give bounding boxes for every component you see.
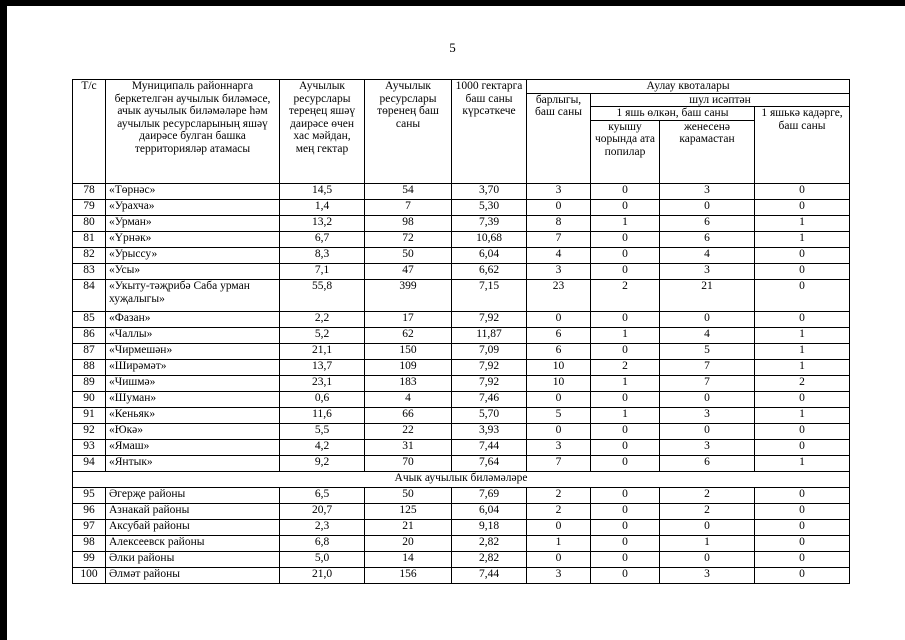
- cell-density: 5,30: [452, 199, 527, 215]
- cell-density: 7,39: [452, 215, 527, 231]
- cell-name: «Урахча»: [106, 199, 280, 215]
- header-under-one: 1 яшь өлкән, баш саны: [591, 107, 755, 121]
- cell-name: «Чишмә»: [106, 375, 280, 391]
- table-body-hunting-lands: [73, 183, 850, 471]
- header-with-calves: куышу чорында ата попилар: [591, 120, 660, 183]
- cell-regardless-sex: 3: [660, 263, 755, 279]
- cell-density: 7,46: [452, 391, 527, 407]
- cell-density: 5,70: [452, 407, 527, 423]
- cell-count: 125: [365, 503, 452, 519]
- cell-with-calves: 0: [591, 519, 660, 535]
- cell-count: 399: [365, 279, 452, 311]
- cell-area: 5,2: [280, 327, 365, 343]
- table-row: [73, 407, 850, 423]
- cell-name: Аксубай районы: [106, 519, 280, 535]
- cell-with-calves: 0: [591, 487, 660, 503]
- cell-name: «Үрнәк»: [106, 231, 280, 247]
- cell-with-calves: 0: [591, 503, 660, 519]
- cell-regardless-sex: 0: [660, 551, 755, 567]
- cell-num: 100: [73, 567, 106, 583]
- cell-count: 47: [365, 263, 452, 279]
- cell-regardless-sex: 3: [660, 439, 755, 455]
- cell-num: 89: [73, 375, 106, 391]
- cell-density: 6,04: [452, 247, 527, 263]
- cell-calves: 1: [755, 407, 850, 423]
- cell-with-calves: 1: [591, 215, 660, 231]
- table-row: [73, 343, 850, 359]
- cell-total: 7: [527, 231, 591, 247]
- cell-calves: 0: [755, 567, 850, 583]
- cell-num: 85: [73, 311, 106, 327]
- cell-area: 6,5: [280, 487, 365, 503]
- section-row-group: [73, 471, 850, 487]
- cell-count: 66: [365, 407, 452, 423]
- cell-regardless-sex: 4: [660, 247, 755, 263]
- cell-regardless-sex: 6: [660, 231, 755, 247]
- cell-total: 10: [527, 359, 591, 375]
- cell-area: 13,7: [280, 359, 365, 375]
- cell-name: «Урыссу»: [106, 247, 280, 263]
- cell-calves: 0: [755, 439, 850, 455]
- cell-density: 7,44: [452, 567, 527, 583]
- cell-with-calves: 0: [591, 231, 660, 247]
- cell-num: 81: [73, 231, 106, 247]
- table-row: [73, 263, 850, 279]
- cell-count: 7: [365, 199, 452, 215]
- table-row: [73, 247, 850, 263]
- cell-num: 92: [73, 423, 106, 439]
- header-including: шул исәптән: [591, 93, 850, 107]
- cell-num: 99: [73, 551, 106, 567]
- cell-num: 78: [73, 183, 106, 199]
- table-row: [73, 231, 850, 247]
- cell-density: 3,93: [452, 423, 527, 439]
- cell-area: 21,1: [280, 343, 365, 359]
- cell-num: 87: [73, 343, 106, 359]
- cell-total: 0: [527, 391, 591, 407]
- table-row: [73, 199, 850, 215]
- cell-calves: 0: [755, 263, 850, 279]
- cell-count: 17: [365, 311, 452, 327]
- cell-with-calves: 0: [591, 263, 660, 279]
- cell-density: 10,68: [452, 231, 527, 247]
- table-row: [73, 535, 850, 551]
- cell-num: 96: [73, 503, 106, 519]
- cell-density: 2,82: [452, 535, 527, 551]
- cell-name: «Төрнәс»: [106, 183, 280, 199]
- cell-num: 86: [73, 327, 106, 343]
- cell-total: 6: [527, 343, 591, 359]
- cell-total: 4: [527, 247, 591, 263]
- table-row: [73, 455, 850, 471]
- cell-density: 7,44: [452, 439, 527, 455]
- cell-regardless-sex: 7: [660, 375, 755, 391]
- cell-regardless-sex: 2: [660, 487, 755, 503]
- cell-total: 2: [527, 503, 591, 519]
- cell-density: 6,62: [452, 263, 527, 279]
- cell-regardless-sex: 4: [660, 327, 755, 343]
- cell-name: Әгерҗе районы: [106, 487, 280, 503]
- header-quota-group: Аулау квоталары: [527, 80, 850, 94]
- table-row: [73, 519, 850, 535]
- cell-with-calves: 0: [591, 199, 660, 215]
- cell-total: 1: [527, 535, 591, 551]
- cell-area: 4,2: [280, 439, 365, 455]
- quota-table: [72, 79, 850, 584]
- cell-area: 14,5: [280, 183, 365, 199]
- cell-count: 50: [365, 247, 452, 263]
- cell-calves: 0: [755, 311, 850, 327]
- cell-area: 20,7: [280, 503, 365, 519]
- cell-calves: 0: [755, 423, 850, 439]
- cell-regardless-sex: 21: [660, 279, 755, 311]
- cell-regardless-sex: 5: [660, 343, 755, 359]
- cell-calves: 0: [755, 391, 850, 407]
- cell-count: 54: [365, 183, 452, 199]
- cell-area: 9,2: [280, 455, 365, 471]
- cell-total: 2: [527, 487, 591, 503]
- cell-regardless-sex: 3: [660, 567, 755, 583]
- cell-regardless-sex: 7: [660, 359, 755, 375]
- cell-regardless-sex: 0: [660, 391, 755, 407]
- cell-total: 0: [527, 519, 591, 535]
- cell-density: 7,09: [452, 343, 527, 359]
- cell-with-calves: 0: [591, 183, 660, 199]
- cell-regardless-sex: 6: [660, 455, 755, 471]
- section-row: [73, 471, 850, 487]
- header-regardless-sex: женесенә карамастан: [660, 120, 755, 183]
- cell-name: Алексеевск районы: [106, 535, 280, 551]
- cell-with-calves: 0: [591, 439, 660, 455]
- table-row: [73, 279, 850, 311]
- cell-name: «Урман»: [106, 215, 280, 231]
- cell-count: 150: [365, 343, 452, 359]
- cell-density: 6,04: [452, 503, 527, 519]
- cell-total: 3: [527, 183, 591, 199]
- cell-density: 9,18: [452, 519, 527, 535]
- cell-name: Азнакай районы: [106, 503, 280, 519]
- cell-regardless-sex: 6: [660, 215, 755, 231]
- cell-count: 4: [365, 391, 452, 407]
- cell-total: 0: [527, 311, 591, 327]
- cell-with-calves: 0: [591, 423, 660, 439]
- cell-regardless-sex: 2: [660, 503, 755, 519]
- cell-area: 5,5: [280, 423, 365, 439]
- cell-name: «Ширәмәт»: [106, 359, 280, 375]
- cell-density: 3,70: [452, 183, 527, 199]
- cell-with-calves: 0: [591, 391, 660, 407]
- cell-num: 98: [73, 535, 106, 551]
- cell-with-calves: 0: [591, 535, 660, 551]
- cell-count: 72: [365, 231, 452, 247]
- cell-calves: 2: [755, 375, 850, 391]
- header-calves: 1 яшькә кадәрге, баш саны: [755, 107, 850, 184]
- cell-with-calves: 0: [591, 311, 660, 327]
- cell-calves: 0: [755, 503, 850, 519]
- cell-with-calves: 0: [591, 551, 660, 567]
- cell-calves: 0: [755, 199, 850, 215]
- cell-regardless-sex: 3: [660, 183, 755, 199]
- cell-with-calves: 1: [591, 375, 660, 391]
- cell-area: 8,3: [280, 247, 365, 263]
- cell-num: 91: [73, 407, 106, 423]
- section-title: Ачык аучылык биләмәләре: [73, 471, 850, 487]
- cell-count: 50: [365, 487, 452, 503]
- cell-total: 0: [527, 551, 591, 567]
- cell-regardless-sex: 0: [660, 311, 755, 327]
- table-row: [73, 391, 850, 407]
- table-row: [73, 439, 850, 455]
- cell-name: «Юкә»: [106, 423, 280, 439]
- header-count: Аучылык ресурслары төренең баш саны: [365, 80, 452, 184]
- table-row: [73, 423, 850, 439]
- cell-name: «Фазан»: [106, 311, 280, 327]
- cell-calves: 0: [755, 487, 850, 503]
- cell-calves: 0: [755, 551, 850, 567]
- cell-calves: 1: [755, 231, 850, 247]
- cell-calves: 1: [755, 359, 850, 375]
- cell-area: 6,7: [280, 231, 365, 247]
- cell-total: 6: [527, 327, 591, 343]
- cell-calves: 0: [755, 183, 850, 199]
- cell-num: 97: [73, 519, 106, 535]
- table-row: [73, 551, 850, 567]
- cell-area: 13,2: [280, 215, 365, 231]
- cell-total: 23: [527, 279, 591, 311]
- cell-with-calves: 0: [591, 567, 660, 583]
- cell-with-calves: 0: [591, 247, 660, 263]
- cell-name: «Укыту-тәҗрибә Саба урман хуҗалыгы»: [106, 279, 280, 311]
- cell-count: 70: [365, 455, 452, 471]
- cell-area: 55,8: [280, 279, 365, 311]
- cell-count: 98: [365, 215, 452, 231]
- header-name: Муниципаль районнарга беркетелгән аучылык биләмәсе, ачык аучылык биләмәләре һәм аучылык ресурсларының яшәү даирәсе булган башка территорияләр атамасы: [106, 80, 280, 184]
- cell-total: 3: [527, 439, 591, 455]
- cell-total: 3: [527, 263, 591, 279]
- header-density: 1000 гектарга баш саны күрсәткече: [452, 80, 527, 184]
- cell-regardless-sex: 0: [660, 519, 755, 535]
- cell-calves: 0: [755, 247, 850, 263]
- cell-total: 8: [527, 215, 591, 231]
- cell-calves: 0: [755, 519, 850, 535]
- cell-calves: 1: [755, 343, 850, 359]
- cell-area: 0,6: [280, 391, 365, 407]
- cell-with-calves: 2: [591, 279, 660, 311]
- cell-area: 1,4: [280, 199, 365, 215]
- page-number: 5: [449, 40, 456, 55]
- cell-total: 0: [527, 199, 591, 215]
- cell-count: 31: [365, 439, 452, 455]
- cell-total: 3: [527, 567, 591, 583]
- cell-name: «Ямаш»: [106, 439, 280, 455]
- table-body-open-lands: [73, 487, 850, 583]
- header-total: барлыгы, баш саны: [527, 93, 591, 183]
- cell-density: 7,92: [452, 359, 527, 375]
- cell-count: 156: [365, 567, 452, 583]
- cell-area: 6,8: [280, 535, 365, 551]
- cell-count: 20: [365, 535, 452, 551]
- cell-name: «Усы»: [106, 263, 280, 279]
- cell-with-calves: 0: [591, 343, 660, 359]
- cell-num: 88: [73, 359, 106, 375]
- cell-density: 11,87: [452, 327, 527, 343]
- cell-num: 82: [73, 247, 106, 263]
- cell-with-calves: 1: [591, 327, 660, 343]
- cell-name: «Чирмешән»: [106, 343, 280, 359]
- cell-num: 90: [73, 391, 106, 407]
- cell-density: 7,92: [452, 311, 527, 327]
- cell-calves: 0: [755, 535, 850, 551]
- cell-regardless-sex: 3: [660, 407, 755, 423]
- table-header: [73, 80, 850, 184]
- cell-num: 80: [73, 215, 106, 231]
- cell-count: 22: [365, 423, 452, 439]
- table-row: [73, 487, 850, 503]
- cell-area: 2,3: [280, 519, 365, 535]
- cell-area: 2,2: [280, 311, 365, 327]
- cell-area: 7,1: [280, 263, 365, 279]
- table-row: [73, 567, 850, 583]
- cell-regardless-sex: 1: [660, 535, 755, 551]
- cell-total: 7: [527, 455, 591, 471]
- cell-name: Әлмәт районы: [106, 567, 280, 583]
- cell-num: 83: [73, 263, 106, 279]
- table-row: [73, 327, 850, 343]
- cell-name: «Шуман»: [106, 391, 280, 407]
- table-row: [73, 503, 850, 519]
- cell-total: 5: [527, 407, 591, 423]
- cell-num: 84: [73, 279, 106, 311]
- cell-total: 0: [527, 423, 591, 439]
- cell-name: «Чаллы»: [106, 327, 280, 343]
- cell-calves: 1: [755, 215, 850, 231]
- cell-count: 62: [365, 327, 452, 343]
- cell-calves: 0: [755, 279, 850, 311]
- cell-calves: 1: [755, 327, 850, 343]
- cell-regardless-sex: 0: [660, 423, 755, 439]
- cell-num: 95: [73, 487, 106, 503]
- cell-density: 7,69: [452, 487, 527, 503]
- cell-regardless-sex: 0: [660, 199, 755, 215]
- header-num: Т/с: [73, 80, 106, 184]
- scan-border-left: [0, 0, 7, 640]
- header-area: Аучылык ресурслары тереңец яшәү даирәсе өчен хас мәйдан, мең гектар: [280, 80, 365, 184]
- cell-calves: 1: [755, 455, 850, 471]
- table-row: [73, 311, 850, 327]
- cell-count: 14: [365, 551, 452, 567]
- cell-num: 79: [73, 199, 106, 215]
- cell-with-calves: 2: [591, 359, 660, 375]
- cell-count: 21: [365, 519, 452, 535]
- cell-num: 94: [73, 455, 106, 471]
- cell-density: 7,64: [452, 455, 527, 471]
- table-row: [73, 375, 850, 391]
- table-row: [73, 359, 850, 375]
- cell-area: 11,6: [280, 407, 365, 423]
- table-row: [73, 215, 850, 231]
- cell-area: 21,0: [280, 567, 365, 583]
- cell-total: 10: [527, 375, 591, 391]
- scan-border-top: [0, 0, 905, 6]
- cell-with-calves: 1: [591, 407, 660, 423]
- cell-density: 2,82: [452, 551, 527, 567]
- cell-name: Әлки районы: [106, 551, 280, 567]
- cell-with-calves: 0: [591, 455, 660, 471]
- cell-density: 7,92: [452, 375, 527, 391]
- cell-area: 5,0: [280, 551, 365, 567]
- cell-count: 183: [365, 375, 452, 391]
- cell-count: 109: [365, 359, 452, 375]
- cell-num: 93: [73, 439, 106, 455]
- cell-density: 7,15: [452, 279, 527, 311]
- cell-name: «Кеньяк»: [106, 407, 280, 423]
- cell-area: 23,1: [280, 375, 365, 391]
- table-row: [73, 183, 850, 199]
- cell-name: «Янтык»: [106, 455, 280, 471]
